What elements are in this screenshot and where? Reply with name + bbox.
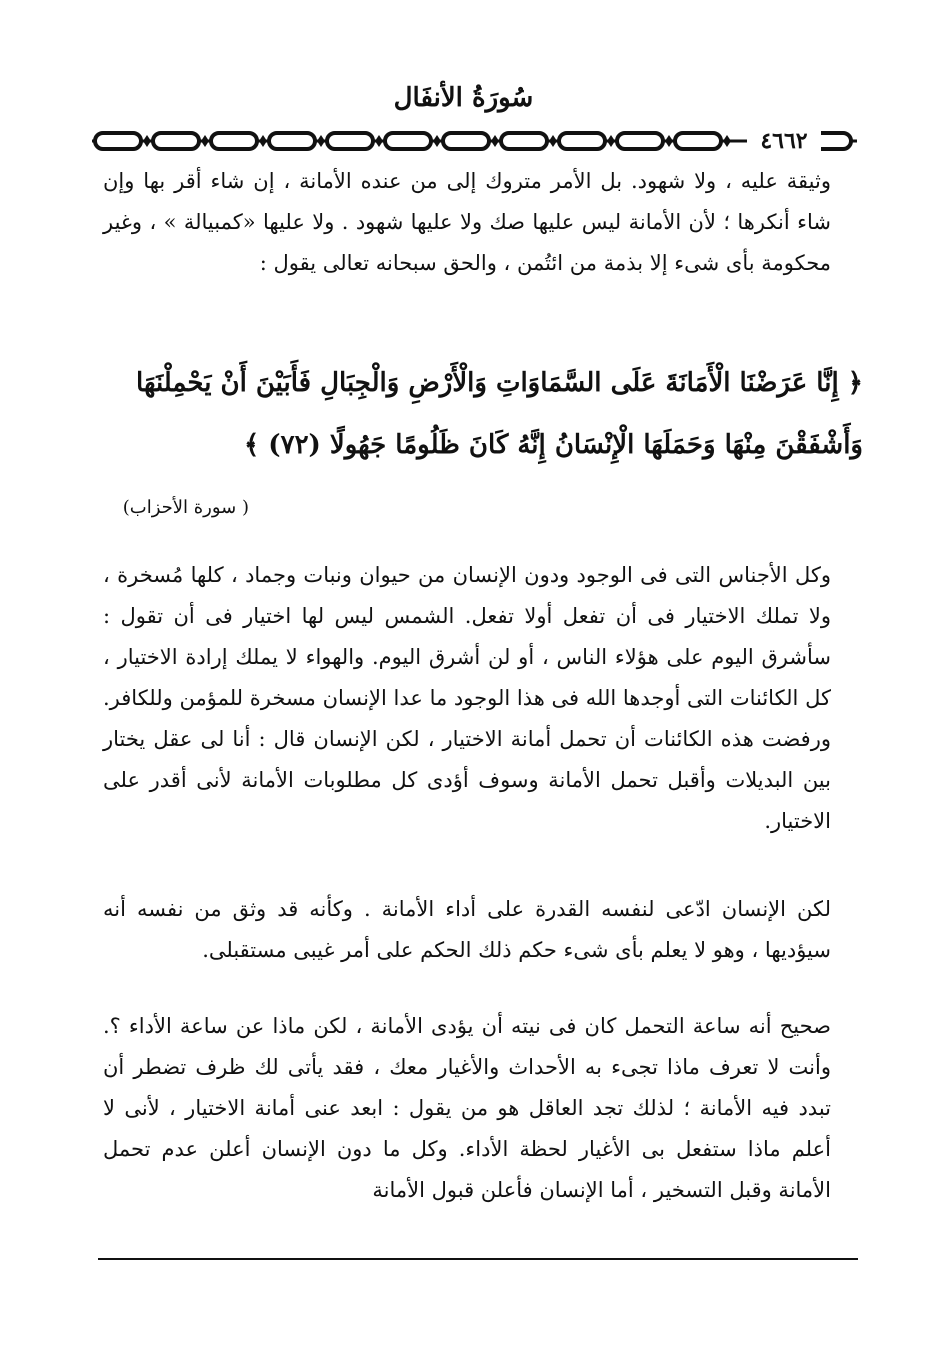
verse-reference: ( سورة الأحزاب)	[122, 497, 249, 518]
page-number: ٤٦٦٢	[747, 122, 821, 160]
decorative-header-band	[92, 124, 857, 158]
body-paragraph	[103, 889, 831, 971]
verse-close-bracket: ﴾	[244, 430, 260, 460]
surah-title: سُورَةُ الأنفَال	[393, 83, 534, 113]
verse-number: (٧٢)	[268, 430, 321, 460]
intro-text: وثيقة عليه ، ولا شهود. بل الأمر متروك إلى من عنده الأمانة ، إن شاء أقر بها وإن شاء أنكرها ؛ لأن الأمانة ليس عليها صك ولا عليها شهود . ولا عليها «كمبيالة » ، وغير محكومة بأى شىء إلا بذمة من ائتُمن ، والحق سبحانه تعالى يقول :	[103, 169, 831, 275]
body-paragraph	[103, 555, 831, 842]
paragraph-text: صحيح أنه ساعة التحمل كان فى نيته أن يؤدى الأمانة ، لكن ماذا عن ساعة الأداء ؟. وأنت لا تعرف ماذا تجىء به الأحداث والأغيار معك ، فقد يأتى لك ظرف تضطر أن تبدد فيه الأمانة ؛ لذلك تجد العاقل هو من يقول : ابعد عنى أمانة الاختيار ، لأنى لا أعلم ماذا ستفعل بى الأغيار لحظة الأداء. وكل ما دون الإنسان أعلن عدم تحمل الأمانة وقبل التسخير ، أما الإنسان فأعلن قبول الأمانة	[103, 1014, 831, 1202]
paragraph-text: وكل الأجناس التى فى الوجود ودون الإنسان من حيوان ونبات وجماد ، كلها مُسخرة ، ولا تملك الاختيار فى أن تفعل أولا تفعل. الشمس ليس لها اختيار فى أن تقول : سأشرق اليوم على هؤلاء الناس ، أو لن أشرق اليوم. والهواء لا يملك إرادة الاختيار ، كل الكائنات التى أوجدها الله فى هذا الوجود ما عدا الإنسان مسخرة للمؤمن وللكافر. ورفضت هذه الكائنات أن تحمل أمانة الاختيار ، لكن الإنسان قال : أنا لى عقل يختار بين البديلات وأقبل تحمل الأمانة وسوف أؤدى كل مطلوبات الأمانة لأنى أقدر على الاختيار.	[103, 563, 831, 833]
quran-verse	[63, 352, 863, 476]
paragraph-text: لكن الإنسان ادّعى لنفسه القدرة على أداء الأمانة . وكأنه قد وثق من نفسه أنه سيؤديها ، وهو لا يعلم بأى شىء حكم ذلك الحكم على أمر غيبى مستقبلى.	[103, 897, 831, 962]
verse-open-bracket: ﴿	[847, 368, 863, 398]
intro-paragraph	[103, 161, 831, 284]
verse-text: إِنَّا عَرَضْنَا الْأَمَانَةَ عَلَى السَّمَاوَاتِ وَالْأَرْضِ وَالْجِبَالِ فَأَبَيْنَ أَنْ يَحْمِلْنَهَا وَأَشْفَقْنَ مِنْهَا وَحَمَلَهَا الْإِنْسَانُ إِنَّهُ كَانَ ظَلُومًا جَهُولًا	[136, 368, 863, 460]
body-paragraph	[103, 1006, 831, 1211]
footer-divider	[98, 1258, 858, 1260]
